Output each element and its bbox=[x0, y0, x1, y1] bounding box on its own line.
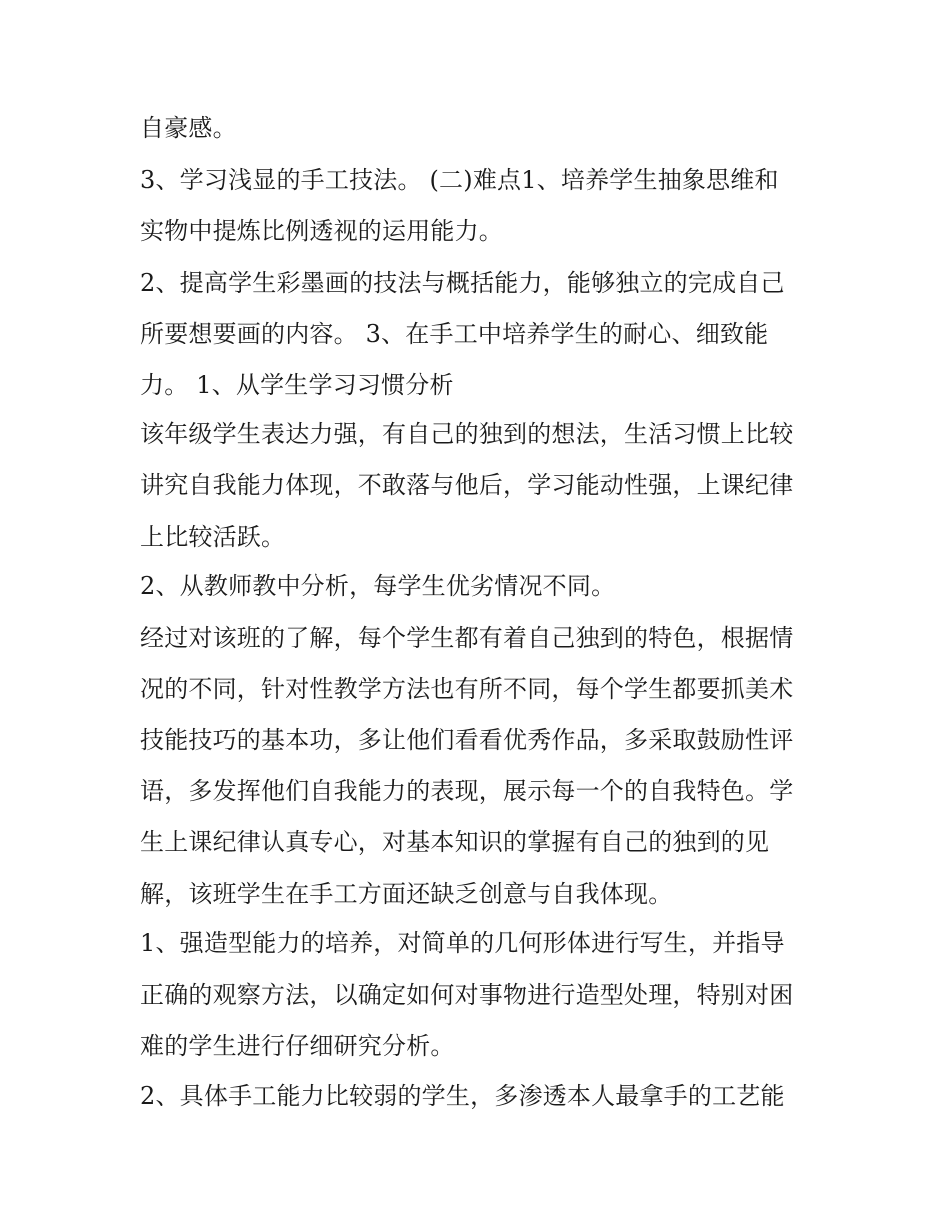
text-line: 2、提高学生彩墨画的技法与概括能力，能够独立的完成自己 bbox=[140, 269, 785, 297]
text-line: 生上课纪律认真专心，对基本知识的掌握有自己的独到的见 bbox=[140, 828, 770, 856]
text-line: 该年级学生表达力强，有自己的独到的想法，生活习惯上比较 bbox=[140, 420, 794, 448]
text-line: 难的学生进行仔细研究分析。 bbox=[140, 1032, 455, 1060]
text-line: 技能技巧的基本功，多让他们看看优秀作品，多采取鼓励性评 bbox=[140, 726, 794, 754]
text-line: 1、强造型能力的培养，对简单的几何形体进行写生，并指导 bbox=[140, 929, 785, 957]
text-line: 2、具体手工能力比较弱的学生，多渗透本人最拿手的工艺能 bbox=[140, 1082, 785, 1110]
text-line: 所要想要画的内容。 3、在手工中培养学生的耐心、细致能 bbox=[140, 320, 769, 348]
text-line: 正确的观察方法，以确定如何对事物进行造型处理，特别对困 bbox=[140, 981, 794, 1009]
text-line: 力。 1、从学生学习习惯分析 bbox=[140, 371, 454, 399]
text-line: 讲究自我能力体现，不敢落与他后，学习能动性强，上课纪律 bbox=[140, 471, 794, 499]
text-line: 2、从教师教中分析，每学生优劣情况不同。 bbox=[140, 572, 616, 600]
text-line: 上比较活跃。 bbox=[140, 523, 286, 551]
text-line: 经过对该班的了解，每个学生都有着自己独到的特色，根据情 bbox=[140, 624, 794, 652]
text-line: 解，该班学生在手工方面还缺乏创意与自我体现。 bbox=[140, 880, 673, 908]
text-line: 况的不同，针对性教学方法也有所不同，每个学生都要抓美术 bbox=[140, 675, 794, 703]
text-line: 语，多发挥他们自我能力的表现，展示每一个的自我特色。学 bbox=[140, 777, 794, 805]
text-line: 自豪感。 bbox=[140, 114, 237, 142]
text-line: 实物中提炼比例透视的运用能力。 bbox=[140, 217, 503, 245]
text-line: 3、学习浅显的手工技法。 (二)难点1、培养学生抽象思维和 bbox=[140, 166, 779, 194]
